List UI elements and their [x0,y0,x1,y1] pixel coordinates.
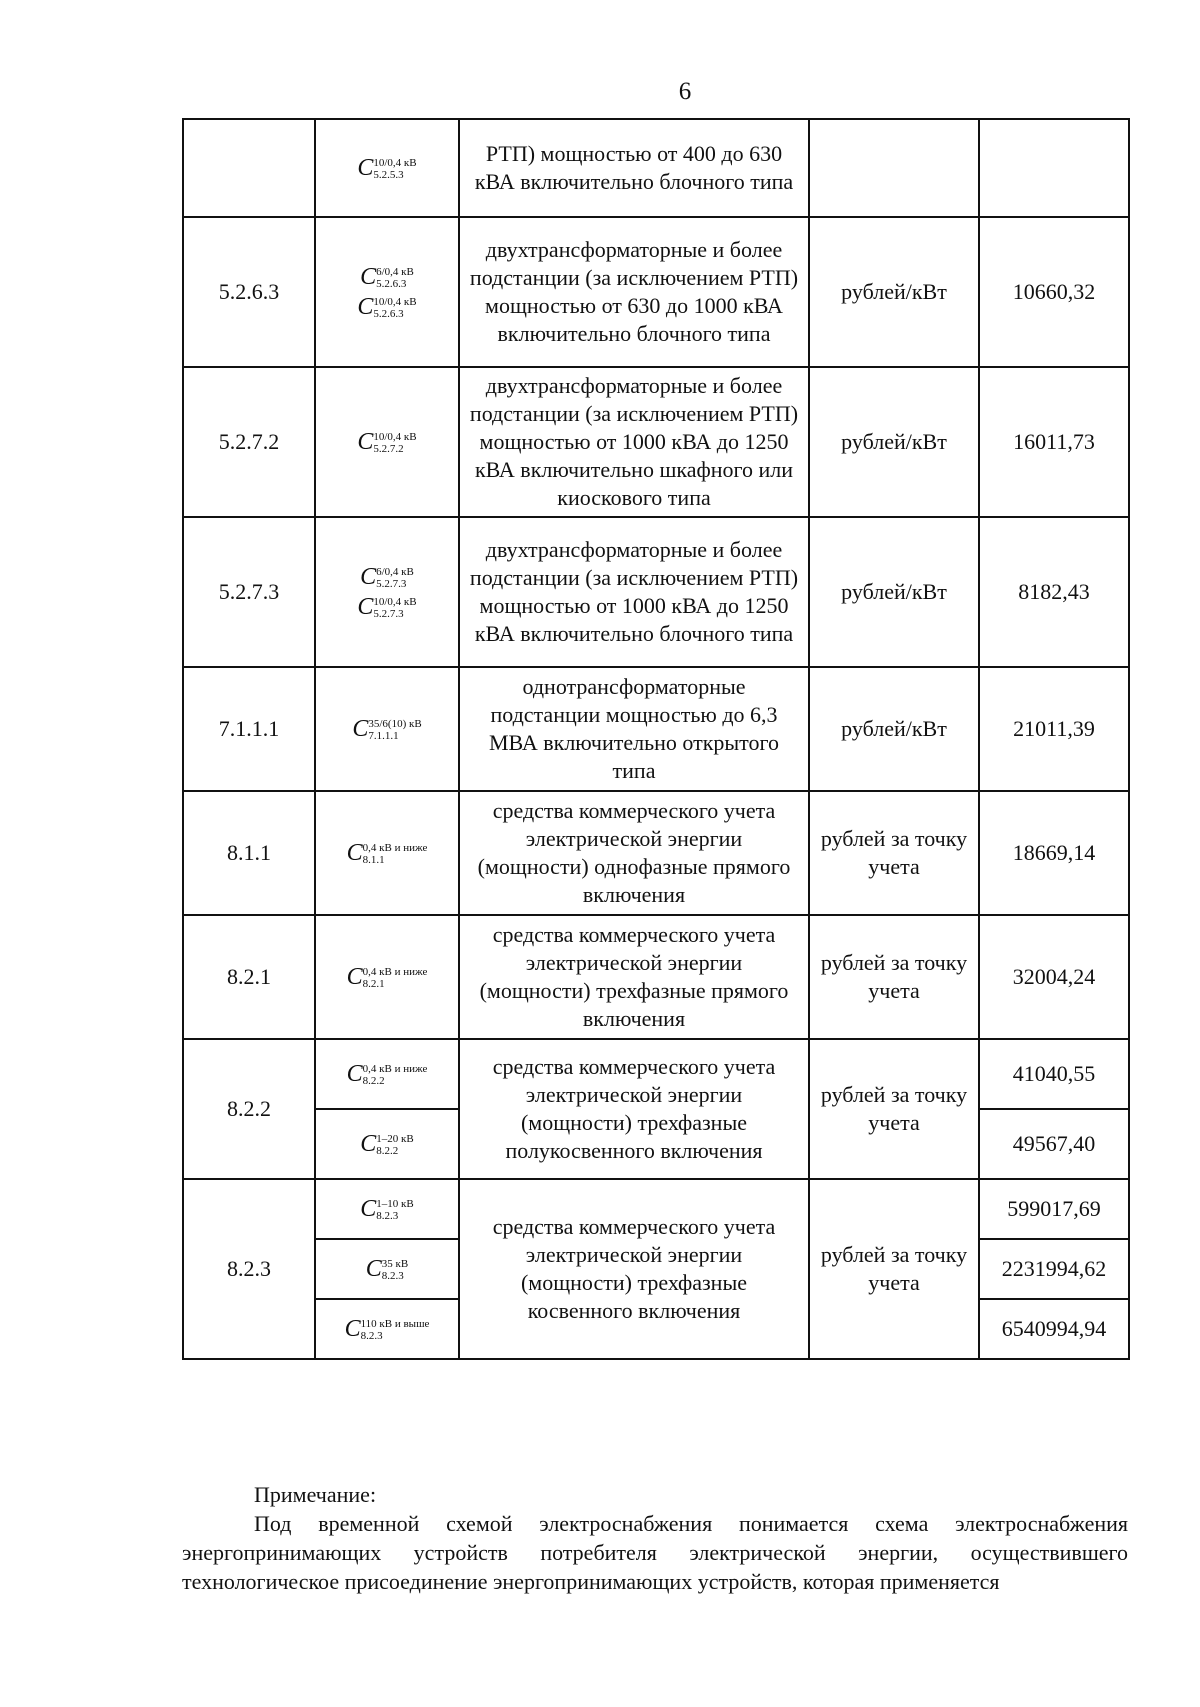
symbol-code: 8.2.2 [376,1145,399,1158]
tariff-symbol [347,1061,428,1087]
symbol-letter: C [360,264,377,290]
symbol-cell [315,217,459,367]
item-value: 32004,24 [979,915,1129,1039]
symbol-letter: C [346,840,363,866]
symbol-cell [315,1299,459,1359]
symbol-indices [373,596,416,620]
symbol-indices [361,1318,430,1342]
note-text: Под временной схемой электроснабжения понимается схема электроснабжения энергопринимающих устройств потребителя электрической энергии, осуществившего технологическое присоединение энергопринимающих устройств, которая применяется [182,1511,1128,1594]
symbol-code: 5.2.6.3 [373,308,404,321]
symbol-voltage: 35 кВ [381,1258,409,1271]
item-code: 7.1.1.1 [183,667,315,791]
item-unit: рублей/кВт [809,367,979,517]
symbol-code: 8.2.2 [362,1075,385,1088]
symbol-letter: C [357,155,374,181]
symbol-letter: C [352,716,369,742]
note-title: Примечание: [254,1482,377,1507]
symbol-letter: C [357,294,374,320]
symbol-voltage: 10/0,4 кВ [373,431,417,444]
symbol-voltage: 6/0,4 кВ [376,566,414,579]
symbol-voltage: 110 кВ и выше [360,1318,430,1331]
symbol-indices [363,966,428,990]
symbol-code: 5.2.7.2 [373,443,404,456]
tariff-symbol [345,1316,430,1342]
symbol-stack [324,963,450,991]
tariff-table [182,118,1130,1360]
symbol-cell [315,119,459,217]
symbol-stack [324,839,450,867]
page-number: 6 [678,78,692,105]
item-code: 8.2.2 [183,1039,315,1179]
item-value: 16011,73 [979,367,1129,517]
symbol-indices [363,842,428,866]
item-code: 8.1.1 [183,791,315,915]
symbol-letter: C [357,594,374,620]
symbol-stack [324,715,450,743]
symbol-voltage: 35/6(10) кВ [368,718,422,731]
tariff-symbol [360,1196,413,1222]
symbol-voltage: 1–20 кВ [376,1133,414,1146]
symbol-letter: C [357,429,374,455]
item-value: 2231994,62 [979,1239,1129,1299]
tariff-symbol [360,263,414,291]
item-unit: рублей за точку учета [809,1179,979,1359]
symbol-letter: C [360,1131,377,1157]
item-value: 10660,32 [979,217,1129,367]
symbol-code: 8.1.1 [362,854,385,867]
symbol-voltage: 0,4 кВ и ниже [362,842,428,855]
symbol-code: 5.2.5.3 [373,169,404,182]
item-description: двухтрансформаторные и более подстанции (за исключением РТП) мощностью от 1000 кВА до 1250 кВА включительно шкафного или киоскового типа [459,367,809,517]
item-value: 6540994,94 [979,1299,1129,1359]
item-code: 5.2.6.3 [183,217,315,367]
symbol-indices [363,1063,428,1087]
symbol-voltage: 1–10 кВ [376,1198,414,1211]
item-description: средства коммерческого учета электрической энергии (мощности) трехфазные косвенного включения [459,1179,809,1359]
symbol-voltage: 0,4 кВ и ниже [362,1063,428,1076]
symbol-letter: C [346,964,363,990]
symbol-indices [373,431,416,455]
item-value: 21011,39 [979,667,1129,791]
symbol-cell [315,1039,459,1109]
item-unit [809,119,979,217]
table-row [183,791,1129,915]
tariff-symbol [352,715,421,743]
symbol-cell [315,1109,459,1179]
tariff-symbol [366,1256,408,1282]
symbol-indices [376,266,414,290]
table-row [183,667,1129,791]
symbol-indices [373,157,416,181]
table-row [183,217,1129,367]
symbol-voltage: 6/0,4 кВ [376,266,414,279]
symbol-code: 5.2.7.3 [373,608,404,621]
item-code [183,119,315,217]
symbol-code: 8.2.3 [376,1210,399,1223]
item-code: 8.2.3 [183,1179,315,1359]
symbol-letter: C [360,564,377,590]
table-row [183,915,1129,1039]
tariff-symbol [357,428,416,456]
symbol-indices [376,1133,413,1157]
symbol-cell [315,667,459,791]
symbol-cell [315,1179,459,1239]
symbol-cell [315,517,459,667]
symbol-voltage: 0,4 кВ и ниже [362,966,428,979]
item-unit: рублей за точку учета [809,791,979,915]
table-row [183,1179,1129,1239]
item-value: 18669,14 [979,791,1129,915]
tariff-symbol [347,839,428,867]
item-description: двухтрансформаторные и более подстанции (за исключением РТП) мощностью от 630 до 1000 кВА включительно блочного типа [459,217,809,367]
symbol-cell [315,915,459,1039]
item-description: однотрансформаторные подстанции мощностью до 6,3 МВА включительно открытого типа [459,667,809,791]
tariff-symbol [357,293,416,321]
item-unit: рублей за точку учета [809,915,979,1039]
table-row [183,517,1129,667]
tariff-symbol [360,1131,413,1157]
symbol-code: 7.1.1.1 [368,730,399,743]
symbol-voltage: 10/0,4 кВ [373,296,417,309]
symbol-indices [373,296,416,320]
symbol-code: 8.2.3 [360,1330,383,1343]
tariff-symbol [347,963,428,991]
table-row [183,119,1129,217]
symbol-letter: C [344,1316,361,1342]
item-code: 8.2.1 [183,915,315,1039]
item-unit: рублей за точку учета [809,1039,979,1179]
symbol-cell [315,367,459,517]
item-code: 5.2.7.2 [183,367,315,517]
item-value: 41040,55 [979,1039,1129,1109]
item-unit: рублей/кВт [809,517,979,667]
symbol-letter: C [346,1061,363,1087]
symbol-code: 5.2.7.3 [376,578,407,591]
symbol-voltage: 10/0,4 кВ [373,596,417,609]
table-row [183,1039,1129,1109]
item-unit: рублей/кВт [809,667,979,791]
symbol-voltage: 10/0,4 кВ [373,157,417,170]
item-description: РТП) мощностью от 400 до 630 кВА включительно блочного типа [459,119,809,217]
item-unit: рублей/кВт [809,217,979,367]
note-section [182,1480,1128,1596]
item-description: средства коммерческого учета электрической энергии (мощности) трехфазные прямого включения [459,915,809,1039]
symbol-letter: C [360,1196,377,1222]
symbol-code: 8.2.1 [362,978,385,991]
item-value: 8182,43 [979,517,1129,667]
item-description: средства коммерческого учета электрической энергии (мощности) однофазные прямого включения [459,791,809,915]
symbol-indices [368,718,421,742]
symbol-stack [324,428,450,456]
tariff-symbol [357,154,416,182]
item-value: 599017,69 [979,1179,1129,1239]
symbol-cell [315,791,459,915]
symbol-letter: C [365,1256,382,1282]
symbol-cell [315,1239,459,1299]
symbol-indices [376,566,414,590]
tariff-symbol [357,593,416,621]
item-description: двухтрансформаторные и более подстанции (за исключением РТП) мощностью от 1000 кВА до 1250 кВА включительно блочного типа [459,517,809,667]
symbol-code: 8.2.3 [381,1270,404,1283]
symbol-stack [324,263,450,321]
table-row [183,367,1129,517]
symbol-indices [382,1258,408,1282]
item-value: 49567,40 [979,1109,1129,1179]
symbol-indices [376,1198,413,1222]
symbol-stack [324,154,450,182]
symbol-stack [324,563,450,621]
symbol-code: 5.2.6.3 [376,278,407,291]
tariff-symbol [360,563,414,591]
item-code: 5.2.7.3 [183,517,315,667]
item-value [979,119,1129,217]
item-description: средства коммерческого учета электрической энергии (мощности) трехфазные полукосвенного включения [459,1039,809,1179]
